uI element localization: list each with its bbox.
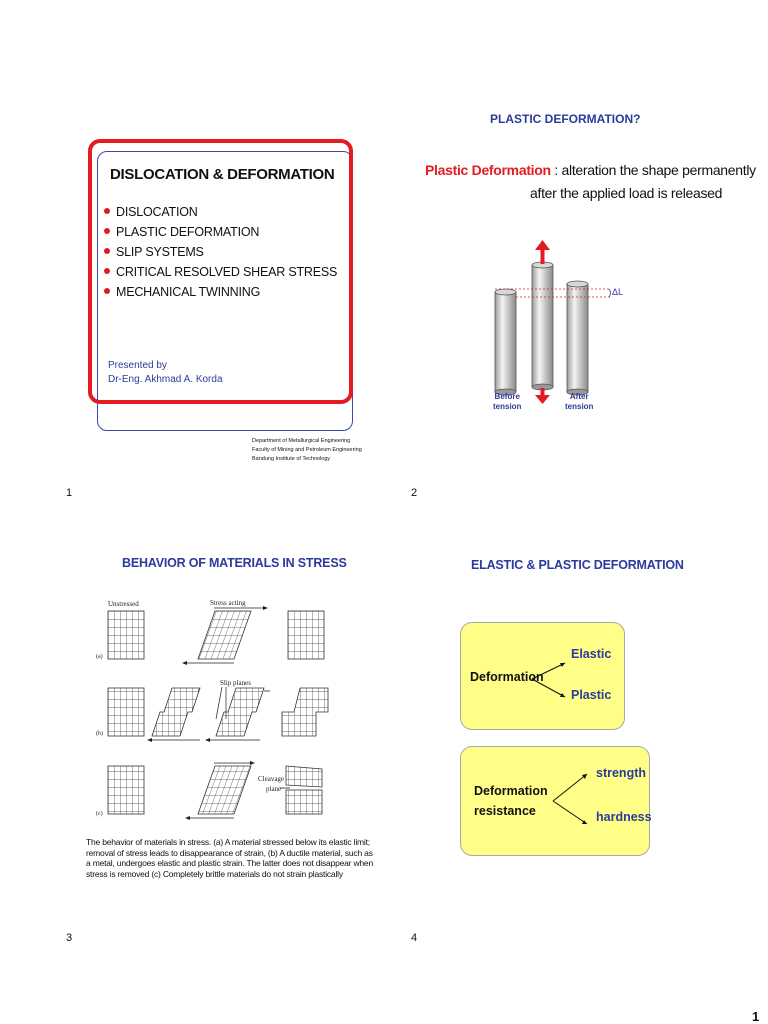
slide2-page-number: 2 [411,487,418,499]
tension-arrow-up-icon [535,240,550,264]
elastic-label: Elastic [571,647,612,661]
delta-brace-icon [609,289,611,297]
topic-item: DISLOCATION [104,205,337,225]
slide4-page-number: 4 [411,932,418,944]
definition-term: Plastic Deformation [425,162,551,178]
deformation-label: Deformation [470,670,544,684]
stretched-cylinder [532,262,553,390]
row-c-label: (c) [96,811,103,817]
definition-line-1: Plastic Deformation : alteration the shape permanently [425,162,756,178]
bullet-icon [104,288,110,294]
sheet-page-number: 1 [752,1009,760,1024]
bullet-icon [104,268,110,274]
before-tension-label: Before tension [493,392,522,411]
definition-line-2: after the applied load is released [530,185,723,201]
bullet-icon [104,208,110,214]
topic-item: CRITICAL RESOLVED SHEAR STRESS [104,265,337,285]
row-a-grids [108,606,324,665]
branch-arrows-icon [529,661,569,701]
presenter-name: Dr-Eng. Akhmad A. Korda [108,374,223,385]
slide1-topic-list [104,205,337,305]
slide1-title: DISLOCATION & DEFORMATION [110,166,335,183]
tension-cylinders-diagram [480,235,630,405]
after-cylinder [567,281,588,395]
topic-item: MECHANICAL TWINNING [104,285,337,305]
row-a-label: (a) [96,654,103,660]
row-b-grids [108,685,328,742]
plastic-label: Plastic [571,688,612,702]
delta-length-label: ΔL [612,287,624,297]
strength-label: strength [596,766,646,780]
stress-behavior-diagram [90,595,350,830]
slide2-title: PLASTIC DEFORMATION? [490,112,641,126]
topic-item: PLASTIC DEFORMATION [104,225,337,245]
cleavage-plane-label: plane [266,785,282,793]
slide3-page-number: 3 [66,932,73,944]
hardness-label: hardness [596,810,652,824]
deformation-resistance-box [460,746,650,856]
bullet-icon [104,248,110,254]
slide4-title: ELASTIC & PLASTIC DEFORMATION [471,558,684,572]
slide1-page-number: 1 [66,487,73,499]
row-b-label: (b) [96,731,103,737]
stress-acting-label: Stress acting [210,599,246,607]
before-cylinder [495,289,516,395]
tension-arrow-down-icon [535,388,550,404]
unstressed-label: Unstressed [108,600,139,608]
cleavage-label: Cleavage [258,775,285,783]
slip-planes-label: Slip planes [220,679,251,687]
slide3-title: BEHAVIOR OF MATERIALS IN STRESS [122,556,347,570]
deformation-types-box [460,622,625,730]
after-tension-label: After tension [565,392,594,411]
resistance-label: Deformation resistance [474,784,548,818]
figure-caption: The behavior of materials in stress. (a) A material stressed below its elastic limit; removal of stress leads to disappearance of strain, (b) A ductile material, such as a metal, undergoes elastic and plastic strain. The latter does not disappear when stress is removed (c) Completely brittle materials do not strain plastically [86,837,373,879]
presented-by-label: Presented by [108,360,167,371]
department-info: Department of Metallurgical Engineering Faculty of Mining and Petroleum Engineering Bandung Institute of Technology [252,438,362,462]
topic-item: SLIP SYSTEMS [104,245,337,265]
bullet-icon [104,228,110,234]
presenter-block [108,359,223,387]
row-c-grids [108,761,322,820]
branch-arrows-icon [551,771,591,827]
